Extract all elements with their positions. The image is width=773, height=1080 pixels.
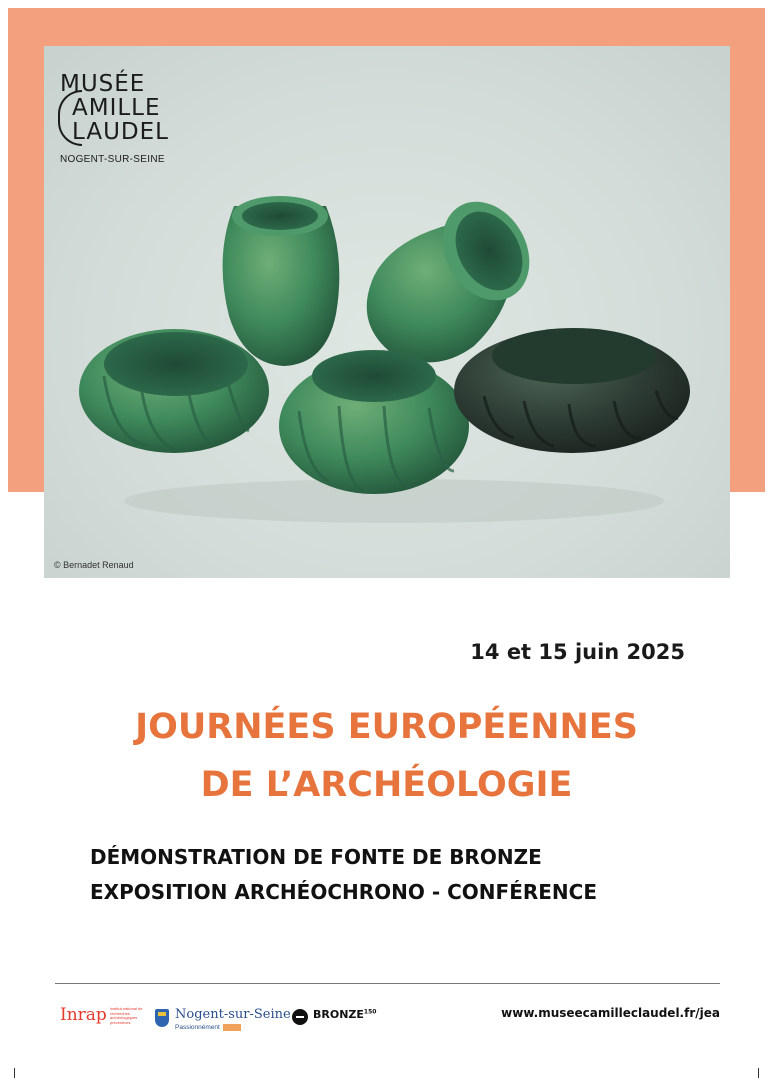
website-link[interactable]: www.museecamilleclaudel.fr/jea xyxy=(501,1006,720,1020)
bronze-name: BRONZE xyxy=(313,1008,364,1021)
bronze-sup: 150 xyxy=(363,1008,377,1016)
nogent-badge xyxy=(223,1024,242,1031)
ribbed-bracelet-center xyxy=(279,350,469,494)
hero-photo xyxy=(44,46,730,578)
logo-line-claudel: LAUDEL xyxy=(72,119,169,145)
inrap-description: Institut national de recherches archéologiques préventives xyxy=(110,1006,143,1025)
footer xyxy=(55,1003,720,1039)
crop-mark-bl xyxy=(14,1068,15,1078)
event-title xyxy=(0,698,773,814)
logo-line-musee: MUSÉE xyxy=(60,71,146,97)
bronze-wordmark xyxy=(313,1008,376,1021)
bronze-mark-icon xyxy=(292,1009,308,1025)
footer-divider xyxy=(55,983,720,984)
museum-logo xyxy=(60,72,169,165)
event-title-line2: DE L’ARCHÉOLOGIE xyxy=(200,765,573,805)
event-details xyxy=(90,840,597,910)
event-details-line2: EXPOSITION ARCHÉOCHRONO - CONFÉRENCE xyxy=(90,880,598,904)
nogent-tagline-text: Passionnément xyxy=(175,1024,220,1031)
vase-left xyxy=(223,196,340,366)
event-details-line1: DÉMONSTRATION DE FONTE DE BRONZE xyxy=(90,845,542,869)
museum-location: NOGENT-SUR-SEINE xyxy=(60,154,165,165)
crop-mark-br xyxy=(758,1068,759,1078)
event-date: 14 et 15 juin 2025 xyxy=(470,640,685,664)
ribbed-bracelet-left xyxy=(79,329,269,453)
nogent-wordmark: Nogent-sur-Seine xyxy=(175,1007,291,1022)
ribbed-bracelet-dark xyxy=(454,328,690,453)
event-title-line1: JOURNÉES EUROPÉENNES xyxy=(135,707,638,747)
logo-line-camille: AMILLE xyxy=(72,95,161,121)
inrap-logo xyxy=(60,1005,143,1025)
photo-credit: © Bernadet Renaud xyxy=(54,560,134,570)
inrap-wordmark: Inrap xyxy=(60,1005,107,1025)
nogent-tagline xyxy=(175,1024,241,1031)
nogent-shield-icon xyxy=(155,1009,169,1027)
